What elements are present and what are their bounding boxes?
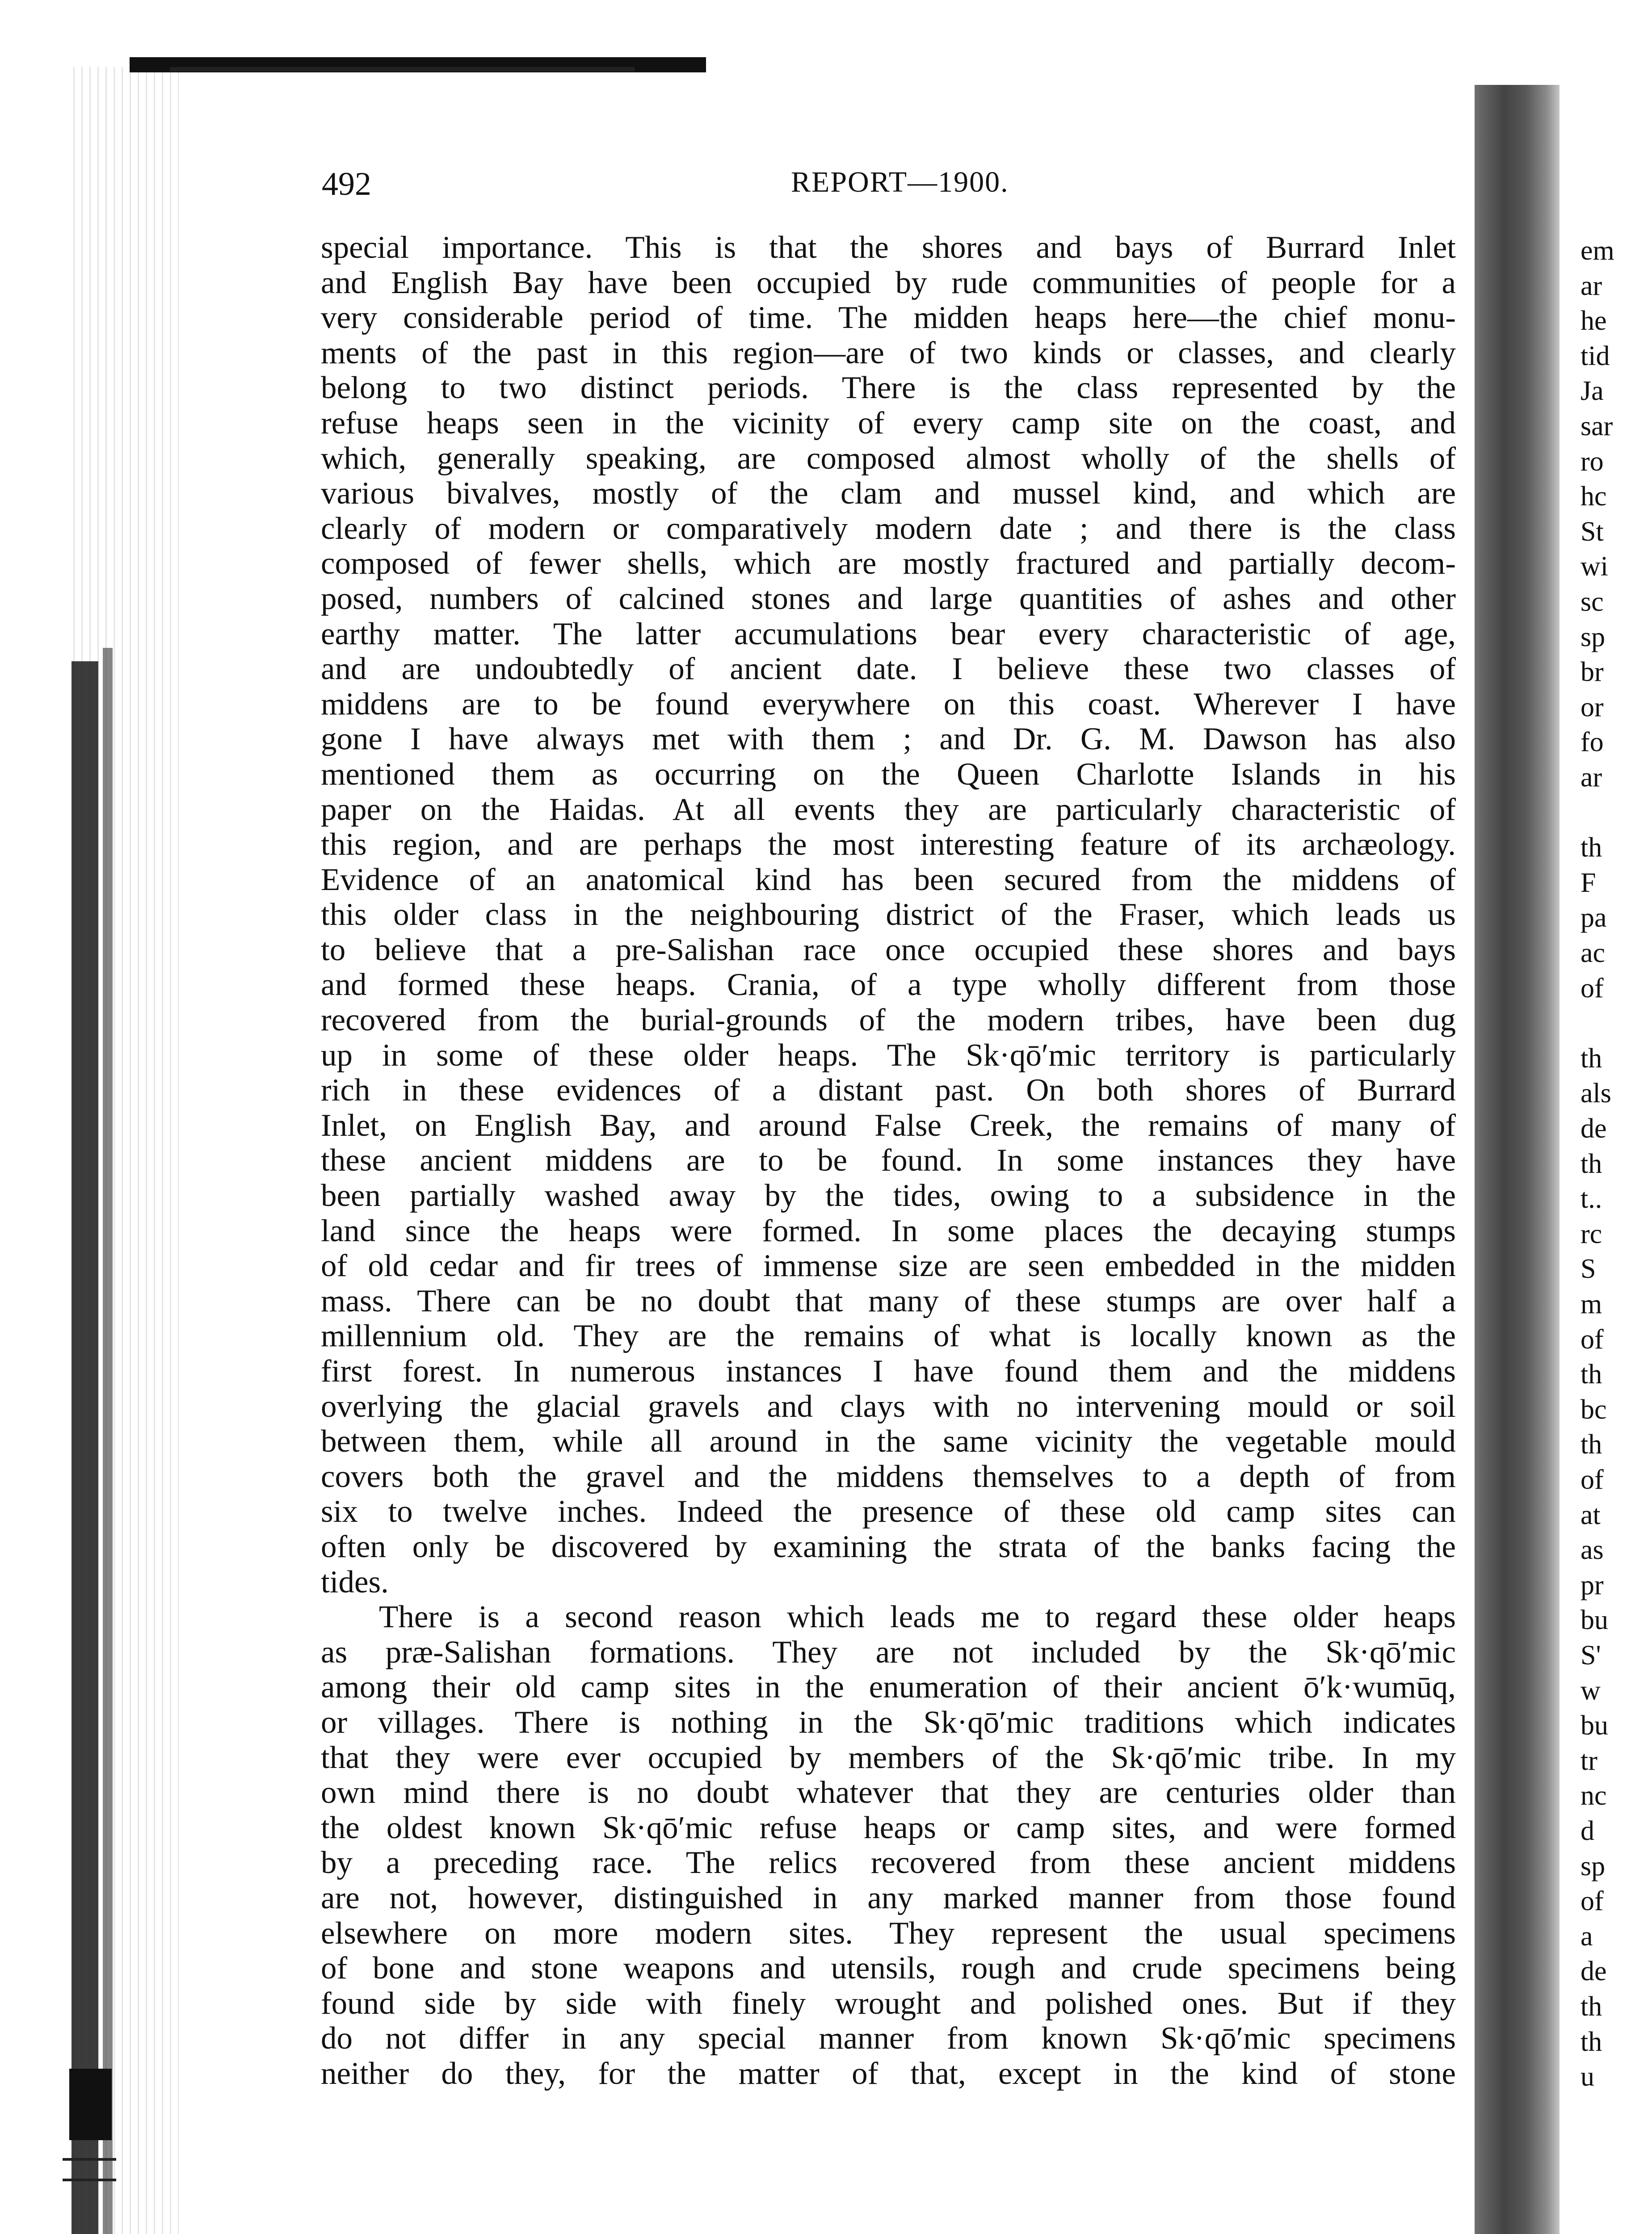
text-line: refuse heaps seen in the vicinity of every camp site on the coast, and [321, 405, 1456, 441]
text-line: earthy matter. The latter accumulations bear every characteristic of age, [321, 616, 1456, 651]
text-line: composed of fewer shells, which are mostly fractured and partially decom- [321, 546, 1456, 581]
text-line: found side by side with finely wrought and polished ones. But if they [321, 1986, 1456, 2021]
next-page-fragment: of [1581, 1465, 1604, 1495]
next-page-fragment: a [1581, 1921, 1593, 1952]
text-line: very considerable period of time. The midden heaps here—the chief monu- [321, 300, 1456, 336]
text-line: neither do they, for the matter of that, except in the kind of stone [321, 2056, 1456, 2091]
running-title: REPORT—1900. [791, 166, 1009, 198]
next-page-fragment: nc [1581, 1780, 1607, 1811]
next-page-fragment: St [1581, 516, 1604, 547]
text-line: mass. There can be no doubt that many of these stumps are over half a [321, 1283, 1456, 1319]
next-page-fragment: ro [1581, 446, 1604, 477]
text-line: overlying the glacial gravels and clays with no intervening mould or soil [321, 1389, 1456, 1424]
text-line: this region, and are perhaps the most interesting feature of its archæology. [321, 827, 1456, 862]
next-page-fragment: at [1581, 1499, 1601, 1530]
text-line: middens are to be found everywhere on this coast. Wherever I have [321, 686, 1456, 722]
text-line: that they were ever occupied by members of the Sk·qō′mic tribe. In my [321, 1740, 1456, 1775]
scan-edge-lines [63, 2158, 116, 2181]
next-page-fragment: w [1581, 1675, 1601, 1706]
text-line: Evidence of an anatomical kind has been secured from the middens of [321, 862, 1456, 897]
next-page-fragment: sar [1581, 411, 1613, 441]
text-line: and English Bay have been occupied by rude communities of people for a [321, 265, 1456, 300]
next-page-fragment: t.. [1581, 1184, 1602, 1214]
text-line: and formed these heaps. Crania, of a type wholly different from those [321, 967, 1456, 1003]
next-page-fragment: em [1581, 235, 1614, 266]
text-line: do not differ in any special manner from known Sk·qō′mic specimens [321, 2021, 1456, 2056]
scan-binding-bar-secondary [103, 648, 113, 2234]
next-page-fragment: bu [1581, 1710, 1608, 1741]
text-line: land since the heaps were formed. In some places the decaying stumps [321, 1213, 1456, 1248]
text-line: of old cedar and fir trees of immense size are seen embedded in the midden [321, 1248, 1456, 1284]
text-line: There is a second reason which leads me to regard these older heaps [379, 1600, 1456, 1635]
next-page-fragment: fo [1581, 727, 1604, 758]
next-page-fragment: sc [1581, 587, 1604, 617]
next-page-fragment: rc [1581, 1218, 1602, 1249]
next-page-fragment: th [1581, 1991, 1602, 2022]
text-line: millennium old. They are the remains of what is locally known as the [321, 1319, 1456, 1354]
text-line: mentioned them as occurring on the Queen Charlotte Islands in his [321, 756, 1456, 792]
next-page-fragment: de [1581, 1956, 1607, 1987]
page-header [322, 165, 1448, 210]
next-page-fragment: th [1581, 1359, 1602, 1390]
next-page-fragment: als [1581, 1078, 1611, 1109]
next-page-fragment: th [1581, 1043, 1602, 1074]
next-page-fragment: th [1581, 1148, 1602, 1179]
next-page-fragment: hc [1581, 481, 1607, 512]
next-page-fragment: ar [1581, 270, 1602, 301]
next-page-fragment: d [1581, 1816, 1594, 1846]
next-page-fragment: S [1581, 1254, 1596, 1285]
next-page-edge [1575, 0, 1652, 2234]
next-page-fragment: wi [1581, 551, 1608, 582]
next-page-fragment: F [1581, 867, 1596, 898]
next-page-fragment: th [1581, 1429, 1602, 1460]
text-line: of bone and stone weapons and utensils, rough and crude specimens being [321, 1951, 1456, 1986]
next-page-fragment: he [1581, 306, 1607, 336]
next-page-fragment: br [1581, 657, 1604, 688]
text-line: covers both the gravel and the middens themselves to a depth of from [321, 1459, 1456, 1494]
text-line: this older class in the neighbouring district of the Fraser, which leads us [321, 897, 1456, 932]
text-line: elsewhere on more modern sites. They represent the usual specimens [321, 1915, 1456, 1951]
next-page-fragment: de [1581, 1113, 1607, 1144]
text-line: been partially washed away by the tides, owing to a subsidence in the [321, 1178, 1456, 1214]
scan-top-rule-secondary [170, 67, 635, 71]
next-page-fragment: bu [1581, 1605, 1608, 1636]
text-line: as præ-Salishan formations. They are not included by the Sk·qō′mic [321, 1634, 1456, 1670]
next-page-fragment: or [1581, 692, 1604, 722]
text-line: Inlet, on English Bay, and around False Creek, the remains of many of [321, 1108, 1456, 1143]
page-number: 492 [322, 166, 371, 202]
text-line: between them, while all around in the same vicinity the vegetable mould [321, 1424, 1456, 1459]
text-line: paper on the Haidas. At all events they are particularly characteristic of [321, 792, 1456, 827]
text-line: six to twelve inches. Indeed the presence of these old camp sites can [321, 1494, 1456, 1529]
next-page-fragment: ar [1581, 762, 1602, 793]
text-line: which, generally speaking, are composed almost wholly of the shells of [321, 441, 1456, 476]
next-page-fragment: bc [1581, 1394, 1607, 1425]
text-line: up in some of these older heaps. The Sk·qō′mic territory is particularly [321, 1037, 1456, 1073]
text-line: own mind there is no doubt whatever that they are centuries older than [321, 1775, 1456, 1810]
next-page-fragment: sp [1581, 1851, 1606, 1881]
text-line: rich in these evidences of a distant past. On both shores of Burrard [321, 1073, 1456, 1108]
text-line: often only be discovered by examining the strata of the banks facing the [321, 1529, 1456, 1564]
next-page-fragment: S' [1581, 1640, 1601, 1671]
next-page-fragment: th [1581, 2026, 1602, 2057]
next-page-fragment: u [1581, 2062, 1594, 2092]
text-line: are not, however, distinguished in any marked manner from those found [321, 1880, 1456, 1915]
scan-binding-bar [71, 661, 98, 2234]
next-page-fragment: m [1581, 1289, 1602, 1319]
next-page-fragment: tid [1581, 340, 1610, 371]
text-line: these ancient middens are to be found. In some instances they have [321, 1143, 1456, 1178]
text-line: recovered from the burial-grounds of the modern tribes, have been dug [321, 1003, 1456, 1038]
text-line: by a preceding race. The relics recovered from these ancient middens [321, 1845, 1456, 1881]
text-line: among their old camp sites in the enumeration of their ancient ō′k·wumūq, [321, 1670, 1456, 1705]
next-page-fragment: pa [1581, 903, 1607, 933]
next-page-fragment: th [1581, 832, 1602, 863]
text-line: to believe that a pre-Salishan race once occupied these shores and bays [321, 932, 1456, 967]
next-page-fragment: ac [1581, 938, 1606, 968]
text-line: tides. [321, 1564, 389, 1600]
body-text [321, 230, 1456, 2091]
text-line: ments of the past in this region—are of two kinds or classes, and clearly [321, 335, 1456, 370]
text-line: clearly of modern or comparatively modern date ; and there is the class [321, 511, 1456, 546]
text-line: first forest. In numerous instances I have found them and the middens [321, 1354, 1456, 1389]
text-line: special importance. This is that the shores and bays of Burrard Inlet [321, 230, 1456, 265]
text-line: or villages. There is nothing in the Sk·qō′mic traditions which indicates [321, 1705, 1456, 1740]
next-page-fragment: as [1581, 1535, 1604, 1566]
text-line: gone I have always met with them ; and Dr. G. M. Dawson has also [321, 722, 1456, 757]
text-line: the oldest known Sk·qō′mic refuse heaps or camp sites, and were formed [321, 1810, 1456, 1845]
next-page-fragment: tr [1581, 1745, 1597, 1776]
text-line: belong to two distinct periods. There is the class represented by the [321, 370, 1456, 406]
next-page-fragment: of [1581, 1324, 1604, 1355]
next-page-fragment: sp [1581, 621, 1606, 652]
page-gutter-shadow [1475, 85, 1560, 2234]
next-page-fragment: of [1581, 1886, 1604, 1917]
next-page-fragment: pr [1581, 1570, 1604, 1600]
text-line: various bivalves, mostly of the clam and mussel kind, and which are [321, 476, 1456, 511]
scan-dark-block [69, 2069, 112, 2140]
text-line: and are undoubtedly of ancient date. I believe these two classes of [321, 651, 1456, 687]
text-line: posed, numbers of calcined stones and large quantities of ashes and other [321, 581, 1456, 616]
next-page-fragment: Ja [1581, 376, 1604, 407]
next-page-fragment: of [1581, 973, 1604, 1004]
